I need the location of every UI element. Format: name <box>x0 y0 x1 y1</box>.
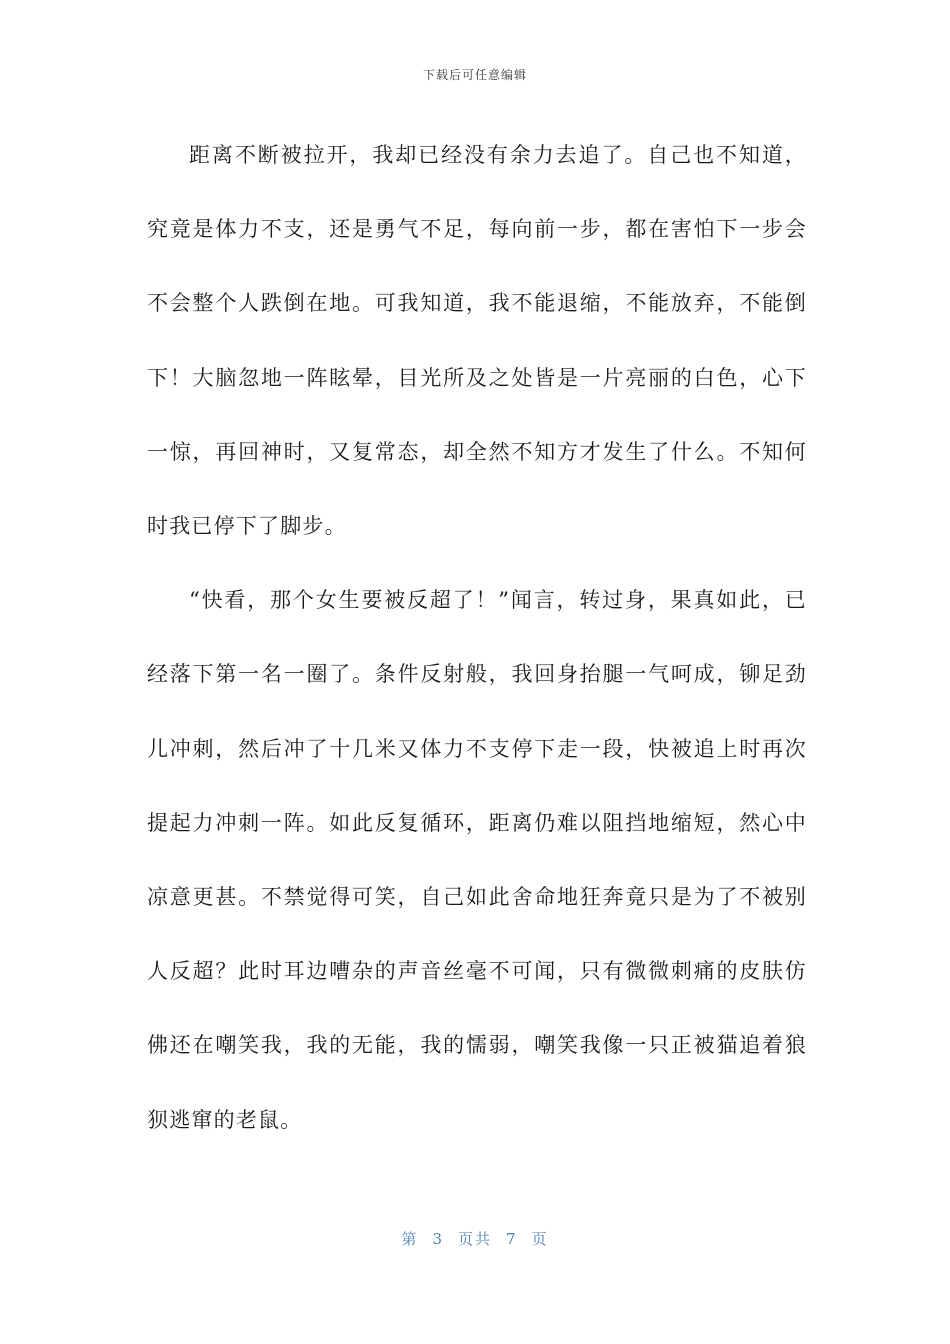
body-content <box>147 118 807 1157</box>
paragraph-2: “快看，那个女生要被反超了！”闻言，转过身，果真如此，已经落下第一名一圈了。条件反射般，我回身抬腿一气呵成，铆足劲儿冲刺，然后冲了十几米又体力不支停下走一段，快被追上时再次提起力冲刺一阵。如此反复循环，距离仍难以阻挡地缩短，然心中凉意更甚。不禁觉得可笑，自己如此舍命地狂奔竟只是为了不被别人反超？此时耳边嘈杂的声音丝毫不可闻，只有微微刺痛的皮肤仿佛还在嘲笑我，我的无能，我的懦弱，嘲笑我像一只正被猫追着狼狈逃窜的老鼠。 <box>147 588 807 1132</box>
page-header: 下载后可任意编辑 <box>422 68 527 82</box>
footer-suffix: 页 <box>531 1230 549 1248</box>
footer-middle: 页共 <box>457 1230 492 1248</box>
page-footer <box>0 1228 950 1249</box>
footer-prefix: 第 <box>401 1230 419 1248</box>
footer-total-pages: 7 <box>506 1230 518 1248</box>
paragraph-1: 距离不断被拉开，我却已经没有余力去追了。自己也不知道，究竟是体力不支，还是勇气不足，每向前一步，都在害怕下一步会不会整个人跌倒在地。可我知道，我不能退缩，不能放弃，不能倒下！大脑忽地一阵眩晕，目光所及之处皆是一片亮丽的白色，心下一惊，再回神时，又复常态，却全然不知方才发生了什么。不知何时我已停下了脚步。 <box>147 143 807 539</box>
footer-page-number: 3 <box>432 1230 444 1248</box>
